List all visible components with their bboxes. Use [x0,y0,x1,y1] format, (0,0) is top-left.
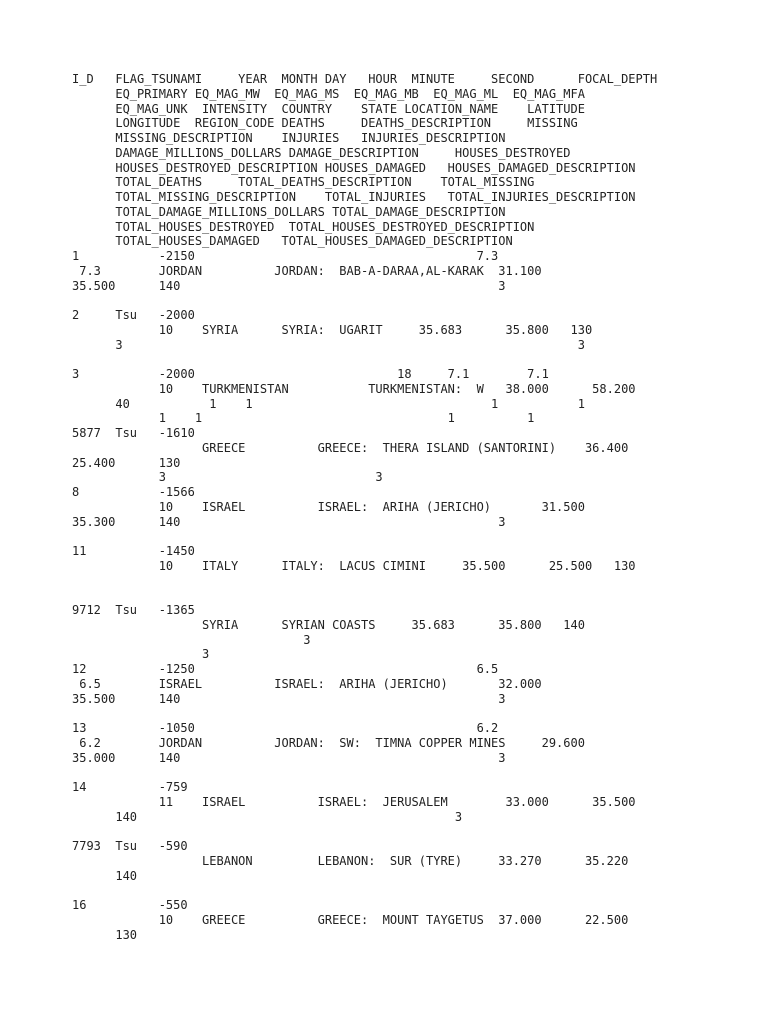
text-line: LEBANON LEBANON: SUR (TYRE) 33.270 35.220 [72,853,629,868]
text-line: 3 [72,647,210,662]
text-line: 3 3 [72,470,383,485]
text-line [72,765,712,780]
text-line: I_D FLAG_TSUNAMI YEAR MONTH DAY HOUR MINUTE SECOND FOCAL_DEPTH [72,72,658,86]
text-line: 12 -1250 6.5 [72,662,499,676]
text-line [72,529,712,544]
text-line [72,824,712,839]
text-line: 140 [72,868,138,883]
text-line: EQ_PRIMARY EQ_MAG_MW EQ_MAG_MS EQ_MAG_MB EQ_MAG_ML EQ_MAG_MFA [72,86,585,101]
text-line: 35.300 140 3 [72,514,506,529]
text-line: TOTAL_DAMAGE_MILLIONS_DOLLARS TOTAL_DAMAGE_DESCRIPTION [72,204,506,219]
text-line: MISSING_DESCRIPTION INJURIES INJURIES_DESCRIPTION [72,131,506,145]
text-line: LONGITUDE REGION_CODE DEATHS DEATHS_DESCRIPTION MISSING [72,116,578,131]
text-line: 11 ISRAEL ISRAEL: JERUSALEM 33.000 35.500 [72,794,636,809]
text-line: 8 -1566 [72,485,195,499]
text-line: 10 ITALY ITALY: LACUS CIMINI 35.500 25.500 130 [72,558,636,573]
document-page [72,72,712,972]
text-line: TOTAL_HOUSES_DAMAGED TOTAL_HOUSES_DAMAGED_DESCRIPTION [72,234,513,249]
text-line: 14 -759 [72,780,188,794]
text-line: 10 TURKMENISTAN TURKMENISTAN: W 38.000 58.200 [72,381,636,396]
text-line: HOUSES_DESTROYED_DESCRIPTION HOUSES_DAMAGED HOUSES_DAMAGED_DESCRIPTION [72,160,636,175]
text-line: 2 Tsu -2000 [72,308,195,322]
text-line: 3 -2000 18 7.1 7.1 [72,367,549,381]
text-line: 16 -550 [72,898,188,912]
text-line: 130 [72,927,138,942]
text-line: 6.5 ISRAEL ISRAEL: ARIHA (JERICHO) 32.000 [72,676,542,691]
text-line: 7.3 JORDAN JORDAN: BAB-A-DARAA,AL-KARAK 31.100 [72,263,542,278]
text-line: 140 3 [72,809,463,824]
text-line [72,352,712,367]
text-line: 3 [72,632,311,647]
text-line: 25.400 130 [72,455,181,470]
text-line: TOTAL_HOUSES_DESTROYED TOTAL_HOUSES_DESTROYED_DESCRIPTION [72,219,535,234]
text-line: 1 -2150 7.3 [72,249,499,263]
text-line: 1 1 1 1 [72,411,535,426]
text-line: 6.2 JORDAN JORDAN: SW: TIMNA COPPER MINES 29.600 [72,735,585,750]
text-line [72,706,712,721]
text-line: 35.500 140 3 [72,278,506,293]
text-line [72,588,712,603]
text-line: 10 ISRAEL ISRAEL: ARIHA (JERICHO) 31.500 [72,499,585,514]
text-line: 35.500 140 3 [72,691,506,706]
earthquake-data-listing [72,72,712,942]
text-line: 10 GREECE GREECE: MOUNT TAYGETUS 37.000 22.500 [72,912,629,927]
text-line: 35.000 140 3 [72,750,506,765]
text-line: 11 -1450 [72,544,195,558]
text-line: TOTAL_MISSING_DESCRIPTION TOTAL_INJURIES TOTAL_INJURIES_DESCRIPTION [72,190,636,204]
text-line [72,574,712,589]
text-line: 5877 Tsu -1610 [72,426,195,440]
text-line: 13 -1050 6.2 [72,721,499,735]
text-line: 10 SYRIA SYRIA: UGARIT 35.683 35.800 130 [72,322,593,337]
text-line: 7793 Tsu -590 [72,839,188,853]
text-line: 40 1 1 1 1 [72,396,585,411]
text-line [72,293,712,308]
text-line: GREECE GREECE: THERA ISLAND (SANTORINI) 36.400 [72,440,629,455]
text-line: SYRIA SYRIAN COASTS 35.683 35.800 140 [72,617,585,632]
text-line: 9712 Tsu -1365 [72,603,195,617]
text-line: TOTAL_DEATHS TOTAL_DEATHS_DESCRIPTION TOTAL_MISSING [72,175,535,190]
text-line [72,883,712,898]
text-line: 3 3 [72,337,585,352]
text-line: DAMAGE_MILLIONS_DOLLARS DAMAGE_DESCRIPTION HOUSES_DESTROYED [72,145,571,160]
text-line: EQ_MAG_UNK INTENSITY COUNTRY STATE LOCATION_NAME LATITUDE [72,101,585,116]
